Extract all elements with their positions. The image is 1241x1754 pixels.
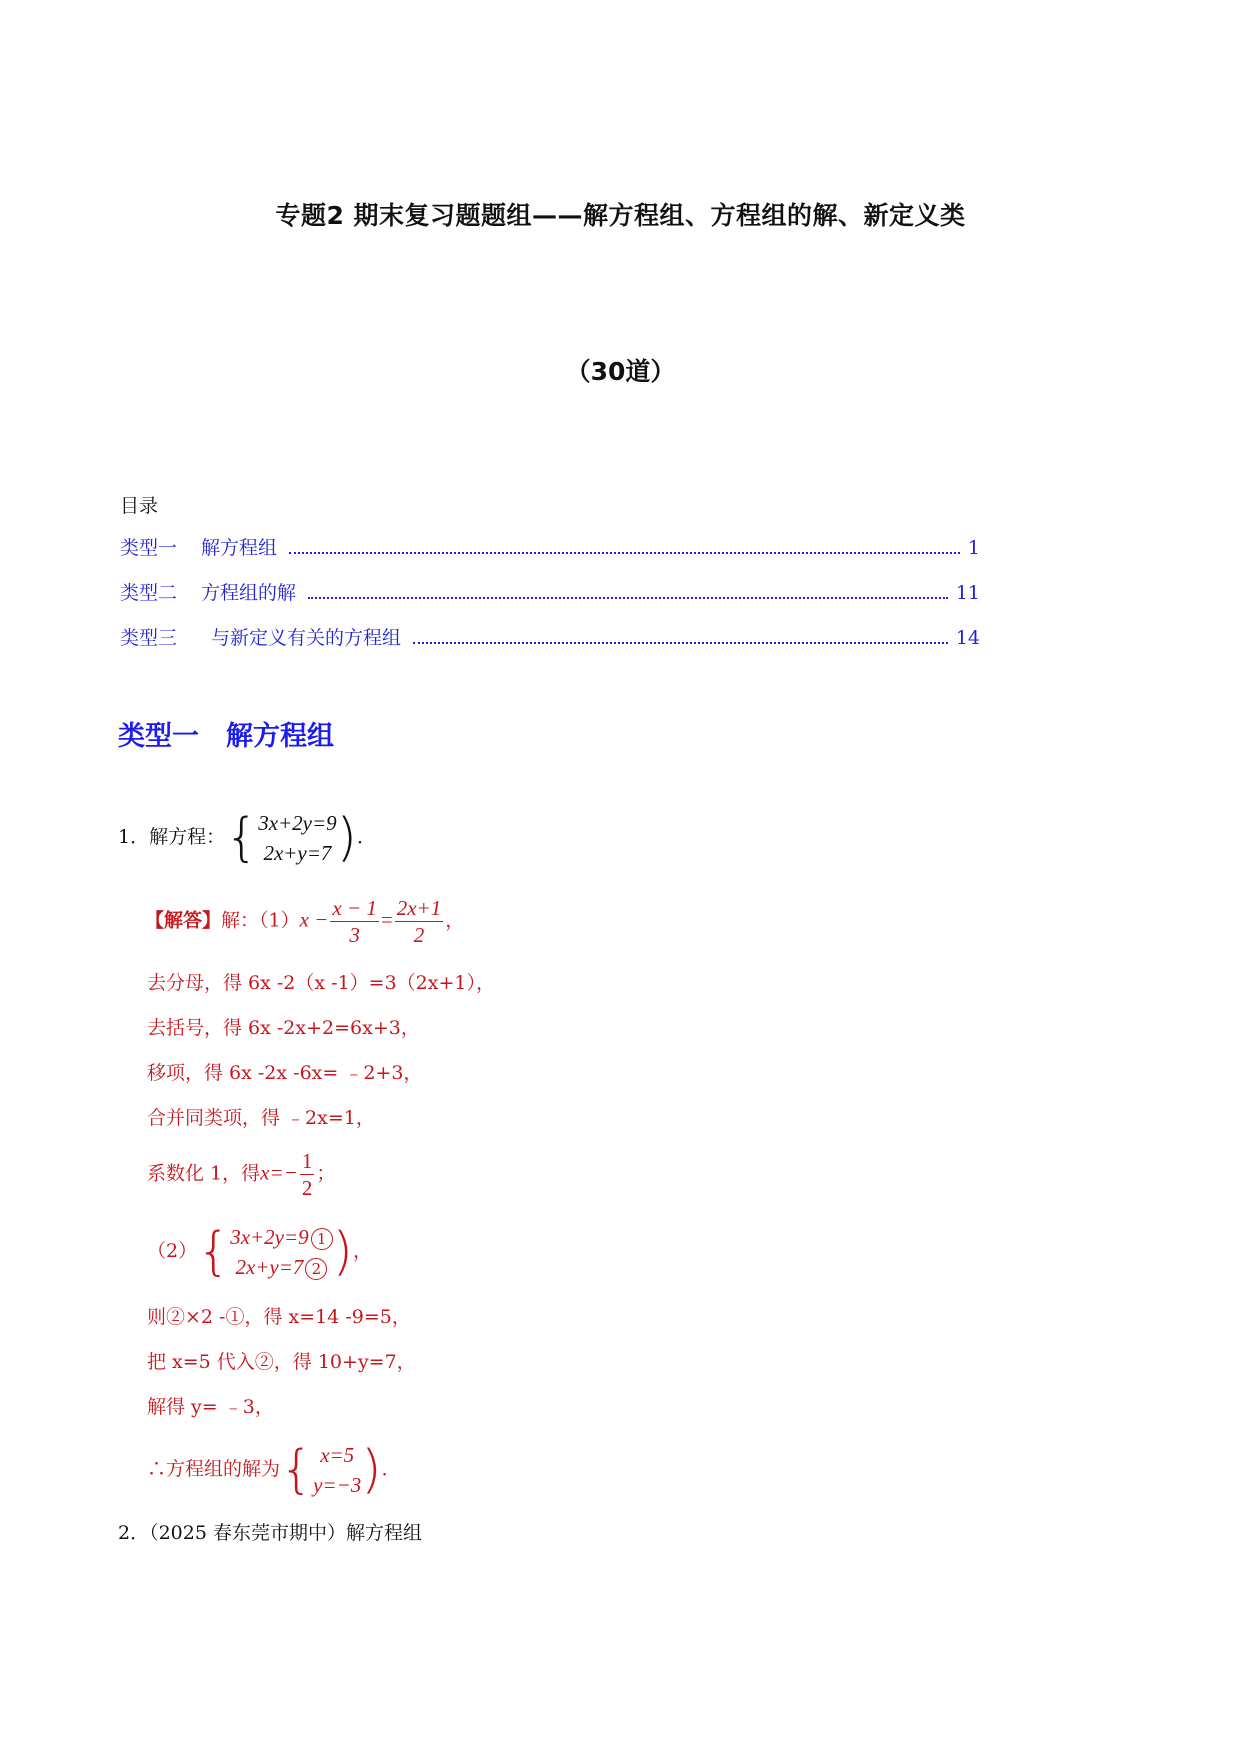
equation-system: { 3x+2y=9 2x+y=7 )	[225, 808, 357, 868]
toc-item-name: 方程组的解	[201, 582, 297, 604]
step-line: 则②×2 ‑①，得 x=14 ‑9=5，	[147, 1306, 411, 1328]
math-expr: =	[380, 907, 393, 932]
step-line: 解得 y= ﹣3，	[147, 1396, 274, 1418]
step-text: 系数化 1，得	[147, 1162, 261, 1185]
toc-item-label: 类型一	[120, 537, 178, 559]
fraction-denominator: 2	[301, 1176, 313, 1200]
toc-item-type2[interactable]	[120, 578, 980, 605]
fraction-numerator: 1	[301, 1149, 313, 1173]
toc-item-label: 类型三	[120, 627, 178, 649]
fraction-numerator: 2x+1	[396, 896, 442, 920]
toc-heading: 目录	[120, 495, 159, 517]
step-line: 把 x=5 代入②，得 10+y=7，	[147, 1351, 416, 1373]
punctuation: ，	[445, 909, 465, 932]
equation-row: 3x+2y=9	[258, 811, 337, 835]
step-line: 移项，得 6x ‑2x ‑6x= ﹣2+3，	[147, 1062, 423, 1084]
part-label: （2）	[147, 1240, 198, 1262]
conclusion-text: ∴方程组的解为	[147, 1458, 281, 1480]
fraction	[330, 895, 379, 948]
toc-leader-dots	[289, 551, 960, 554]
step-line	[147, 1222, 372, 1282]
fraction-denominator: 2	[413, 923, 425, 947]
equation-row: 3x+2y=9	[230, 1225, 309, 1249]
conclusion-line	[147, 1440, 401, 1500]
punctuation: ，	[352, 1240, 372, 1262]
toc-item-page: 11	[955, 582, 980, 604]
solution-row: x=5	[320, 1443, 355, 1467]
question-1	[118, 808, 376, 868]
question-count: （30道）	[565, 357, 676, 386]
toc-item-name: 解方程组	[201, 537, 278, 559]
question-2: 2．（2025 春东莞市期中）解方程组	[118, 1522, 422, 1544]
toc-leader-dots	[413, 641, 948, 644]
equation-system: { 3x+2y=9 1 2x+y=7 2 )	[197, 1222, 353, 1282]
fraction-numerator: x − 1	[332, 896, 377, 920]
toc-item-type1[interactable]	[120, 533, 980, 560]
step-line: 合并同类项，得 ﹣2x=1，	[147, 1107, 375, 1129]
math-expr: x=−	[260, 1160, 298, 1185]
answer-intro: 解：（1）	[221, 909, 300, 932]
fraction-denominator: 3	[349, 923, 360, 947]
punctuation: ；	[316, 1162, 336, 1185]
toc-item-page: 1	[967, 537, 980, 559]
toc-item-type3[interactable]	[120, 623, 980, 650]
answer-tag: 【解答】	[145, 909, 222, 932]
solution-system: { x=5 y=−3 )	[280, 1440, 382, 1500]
fraction	[300, 1148, 315, 1201]
math-expr: x −	[299, 907, 329, 932]
toc-item-name: 与新定义有关的方程组	[211, 627, 402, 649]
toc-leader-dots	[308, 596, 948, 599]
equation-row: 2x+y=7	[235, 1255, 304, 1279]
punctuation: ．	[381, 1458, 401, 1480]
equation-row: 2x+y=7	[263, 841, 332, 865]
document-title: 专题2 期末复习题题组——解方程组、方程组的解、新定义类	[275, 201, 966, 230]
toc-item-page: 14	[955, 627, 980, 649]
question-number: 1．解方程：	[118, 826, 226, 848]
solution-row: y=−3	[313, 1473, 362, 1497]
step-line: 去分母，得 6x ‑2（x ‑1）=3（2x+1），	[147, 972, 495, 994]
section-heading: 类型一 解方程组	[118, 721, 334, 752]
circled-number: 1	[311, 1228, 333, 1250]
fraction	[395, 895, 444, 948]
step-line	[147, 1148, 335, 1201]
circled-number: 2	[305, 1258, 327, 1280]
toc-item-label: 类型二	[120, 582, 178, 604]
answer-line-1	[145, 895, 464, 948]
step-line: 去括号，得 6x ‑2x+2=6x+3，	[147, 1017, 420, 1039]
punctuation: ．	[356, 826, 376, 848]
